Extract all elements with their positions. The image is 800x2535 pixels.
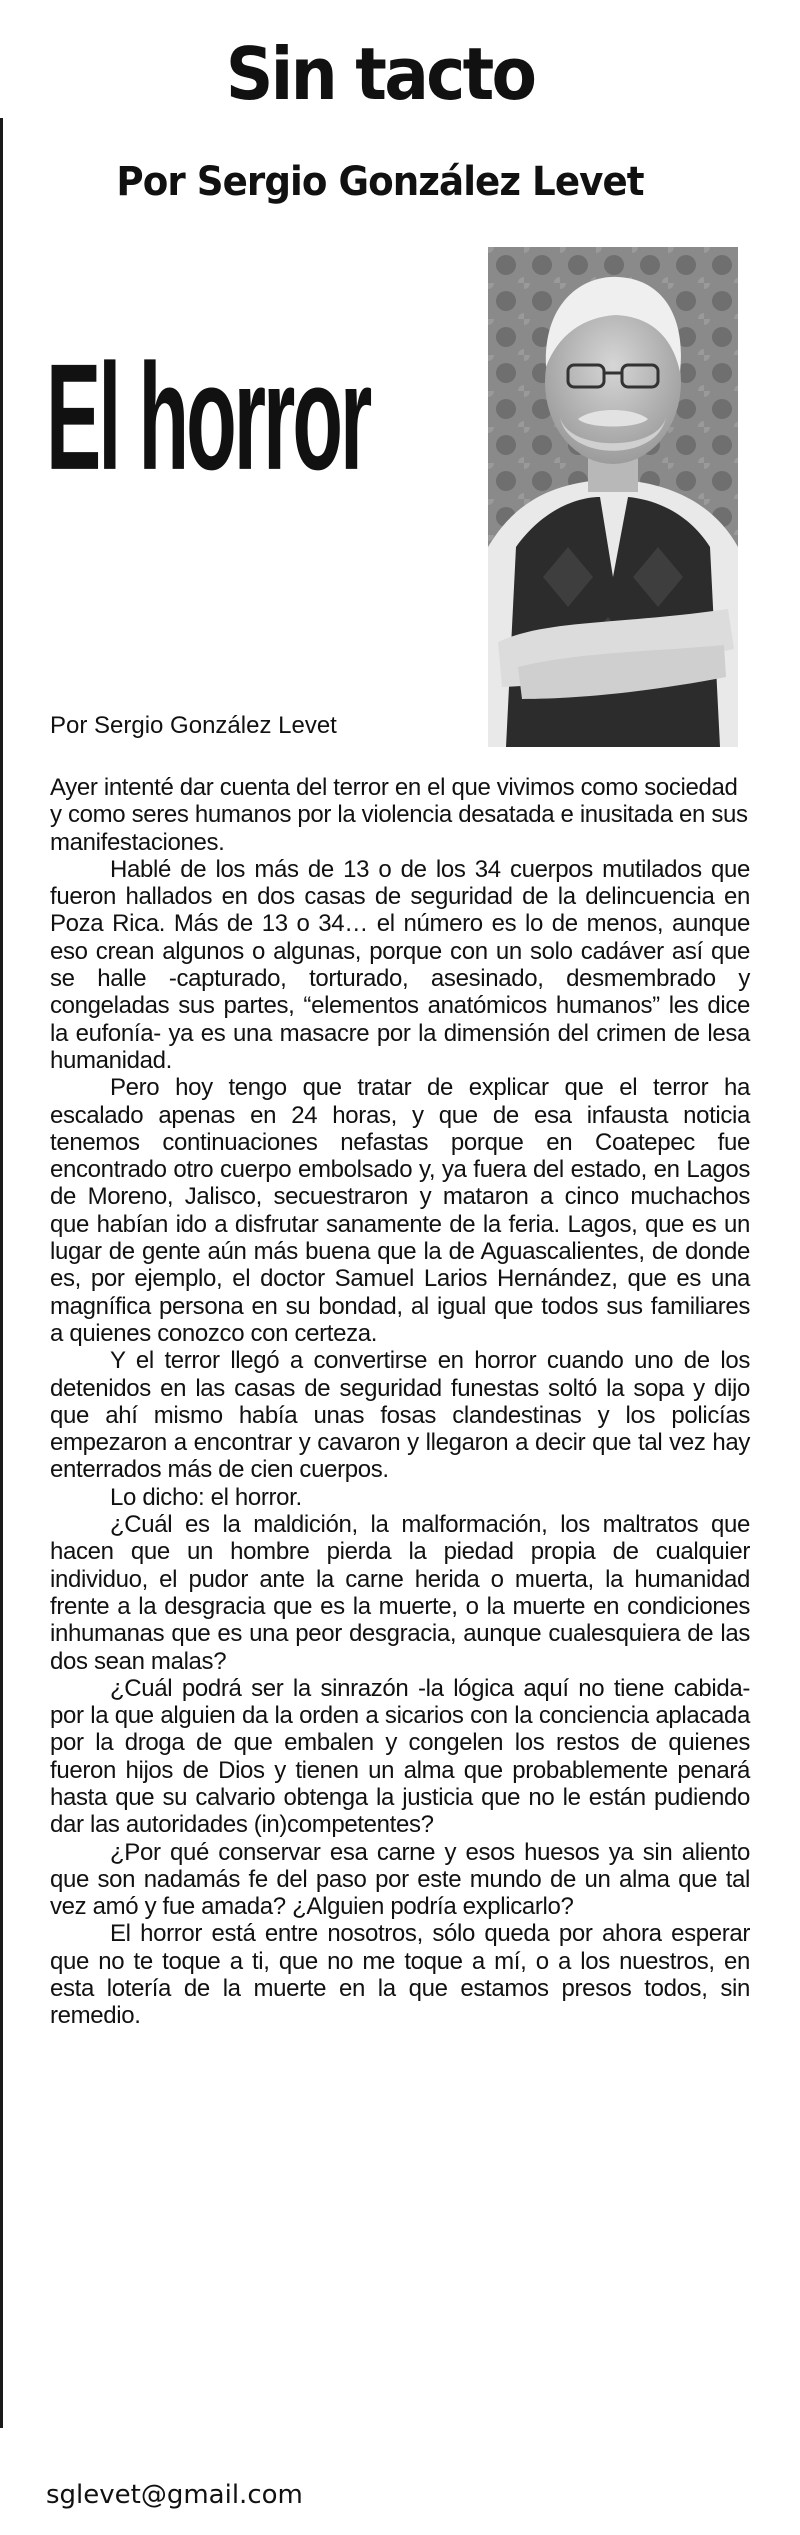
article-body xyxy=(50,774,750,2030)
author-email: sglevet@gmail.com xyxy=(46,2480,303,2510)
article-paragraph: El horror está entre nosotros, sólo queda por ahora esperar que no te toque a ti, que no me toque a mí, o a los nuestros, en esta lotería de la muerte en la que estamos presos todos, sin remedio. xyxy=(50,1920,750,2030)
column-author: Por Sergio González Levet xyxy=(116,159,644,205)
article-paragraph: ¿Cuál es la maldición, la malformación, los maltratos que hacen que un hombre pierda la piedad propia de cualquier individuo, el pudor ante la carne herida o muerta, la humanidad frente a la desgracia que es la muerte, o la muerte en condiciones inhumanas que es una peor desgracia, aunque cualesquiera de las dos sean malas? xyxy=(50,1511,750,1675)
article-paragraph: ¿Cuál podrá ser la sinrazón -la lógica aquí no tiene cabida- por la que alguien da la orden a sicarios con la conciencia aplacada por la droga de que embalen y congelen los restos de quienes fueron hijos de Dios y tienen un alma que probablemente penará hasta que su calvario obtenga la justicia que no le están pudiendo dar las autoridades (in)competentes? xyxy=(50,1674,750,1839)
column-title: Sin tacto xyxy=(225,32,535,116)
article-byline: Por Sergio González Levet xyxy=(50,712,337,739)
article-headline: El horror xyxy=(46,332,370,502)
article-paragraph: ¿Por qué conservar esa carne y esos huesos ya sin aliento que son nadamás fe del paso por este mundo de un alma que tal vez amó y fue amada? ¿Alguien podría explicarlo? xyxy=(50,1838,750,1921)
article-paragraph: Hablé de los más de 13 o de los 34 cuerpos mutilados que fueron hallados en dos casas de seguridad de la delincuencia en Poza Rica. Más de 13 o 34… el número es lo de menos, aunque eso crean algunos o algunas, porque con un solo cadáver así que se halle -capturado, torturado, asesinado, desmembrado y congeladas sus partes, “elementos anatómicos humanos” les dice la eufonía- ya es una masacre por la dimensión del crimen de lesa humanidad. xyxy=(50,855,750,1074)
article-paragraph: Lo dicho: el horror. xyxy=(110,1483,302,1511)
article-paragraph: Ayer intenté dar cuenta del terror en el que vivimos como sociedad y como seres humanos por la violencia desatada e inusitada en sus manifestaciones. xyxy=(50,774,748,856)
column-left-rule xyxy=(0,118,3,2428)
article-paragraph: Y el terror llegó a convertirse en horror cuando uno de los detenidos en las casas de seguridad funestas soltó la sopa y dijo que ahí mismo había unas fosas clandestinas y los policías empezaron a encontrar y cavaron y llegaron a decir que tal vez hay enterrados más de cien cuerpos. xyxy=(50,1347,750,1484)
article-paragraph: Pero hoy tengo que tratar de explicar que el terror ha escalado apenas en 24 horas, y que de esa infausta noticia tenemos continuaciones nefastas porque en Coatepec fue encontrado otro cuerpo embolsado y, ya fuera del estado, en Lagos de Moreno, Jalisco, secuestraron y mataron a cinco muchachos que habían ido a disfrutar sanamente de la feria. Lagos, que es un lugar de gente aún más buena que la de Aguascalientes, de donde es, por ejemplo, el doctor Samuel Larios Hernández, que es una magnífica persona en su bondad, al igual que todos sus familiares a quienes conozco con certeza. xyxy=(50,1074,750,1347)
author-photo xyxy=(488,247,738,747)
